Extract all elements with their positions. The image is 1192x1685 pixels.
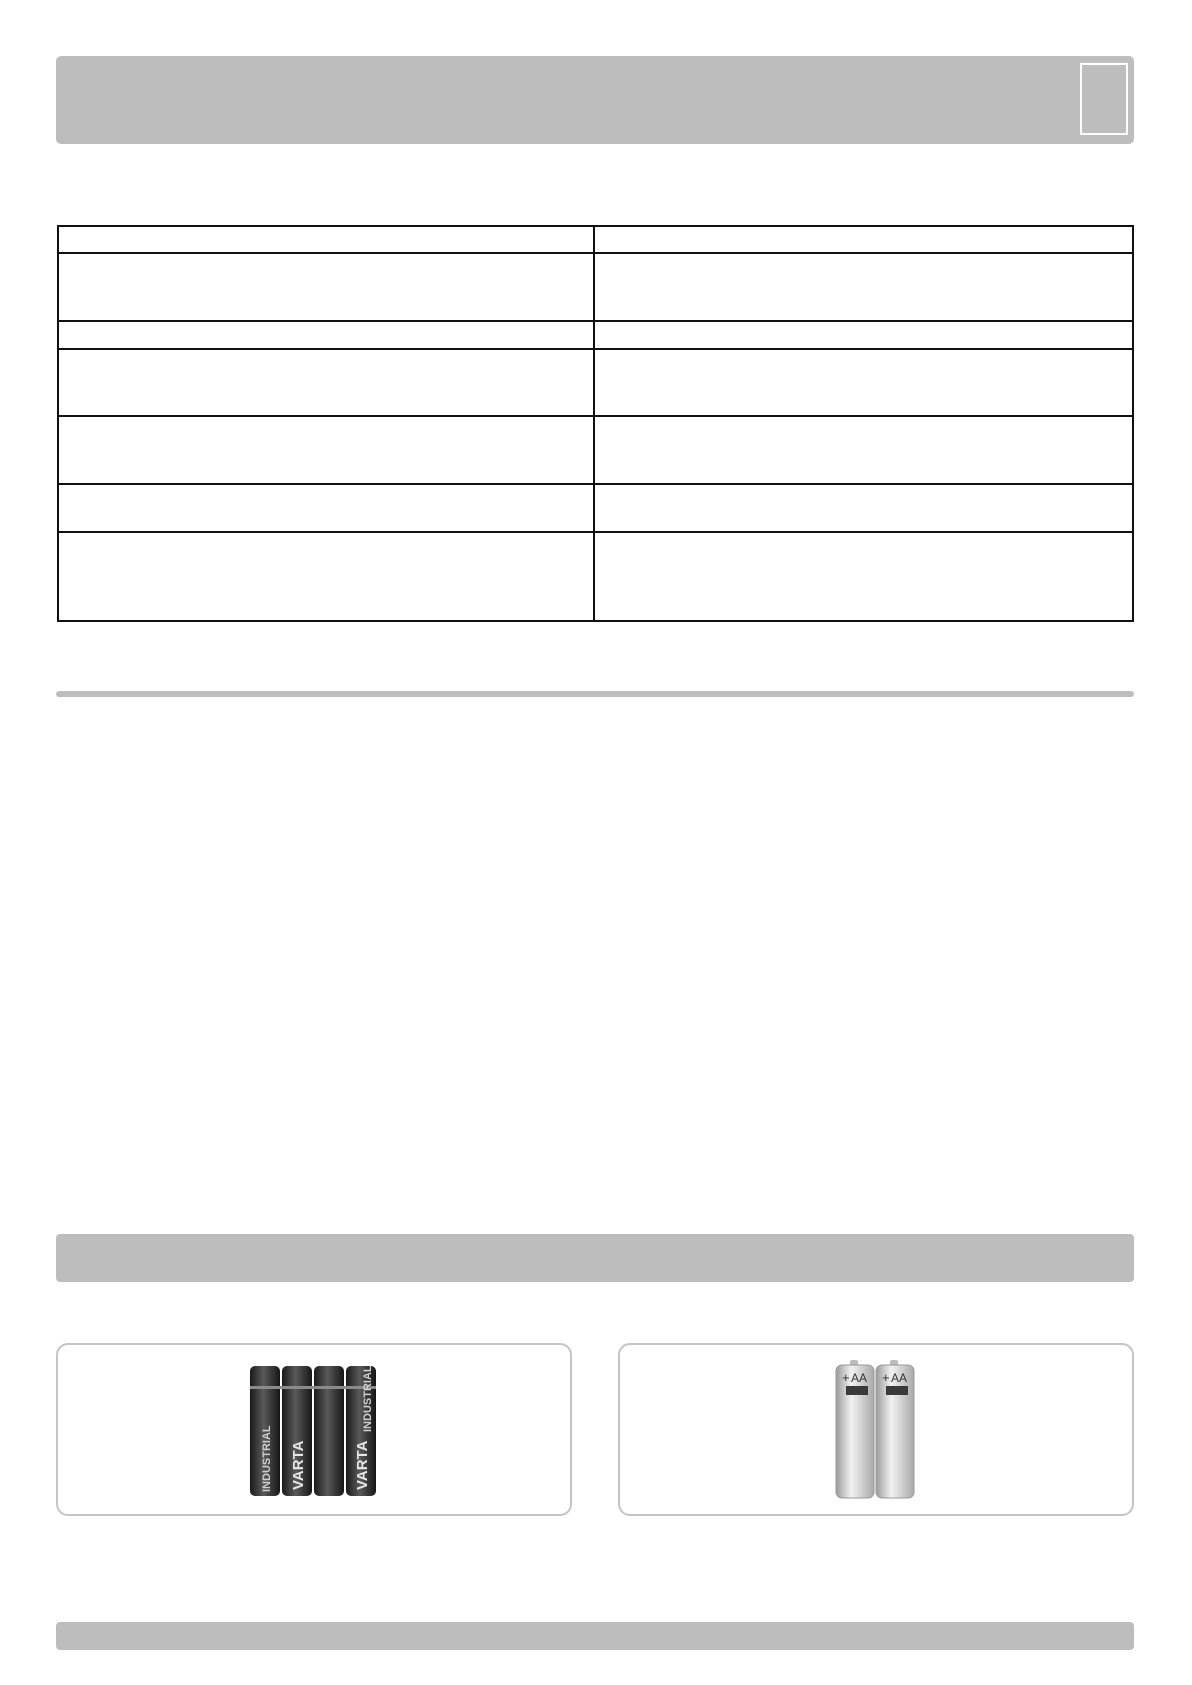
table-cell (58, 253, 594, 321)
table-cell (594, 349, 1133, 416)
battery-size-label: AA (851, 1370, 868, 1385)
battery-line-label: INDUSTRIAL (261, 1424, 273, 1492)
table-row (58, 226, 1133, 253)
page-tab-marker (1080, 63, 1128, 135)
table-cell (594, 226, 1133, 253)
battery-line-label: INDUSTRIAL (362, 1364, 374, 1432)
table-cell (594, 253, 1133, 321)
footer-bar (56, 1622, 1134, 1650)
table-cell (58, 349, 594, 416)
battery-size-label: AA (891, 1370, 908, 1385)
section-divider (56, 691, 1134, 697)
varta-battery-pack-image (246, 1362, 382, 1498)
table-cell (594, 484, 1133, 532)
table-cell (58, 416, 594, 484)
header-bar (56, 56, 1134, 144)
table-row (58, 532, 1133, 621)
table-row (58, 416, 1133, 484)
table-row (58, 484, 1133, 532)
table-row (58, 253, 1133, 321)
spec-table (57, 225, 1134, 622)
table-cell (594, 321, 1133, 349)
table-cell (58, 321, 594, 349)
table-row (58, 321, 1133, 349)
battery-polarity-label: + (882, 1369, 890, 1385)
battery-brand-label: VARTA (290, 1440, 307, 1490)
table-cell (58, 226, 594, 253)
battery-card-right (618, 1343, 1134, 1516)
battery-card-left (56, 1343, 572, 1516)
table-cell (594, 416, 1133, 484)
battery-polarity-label: + (842, 1369, 850, 1385)
table-cell (58, 484, 594, 532)
section-header-bar (56, 1234, 1134, 1282)
battery-brand-label: VARTA (354, 1440, 371, 1490)
table-row (58, 349, 1133, 416)
table-cell (594, 532, 1133, 621)
table-cell (58, 532, 594, 621)
aa-battery-pair-image (834, 1360, 918, 1500)
